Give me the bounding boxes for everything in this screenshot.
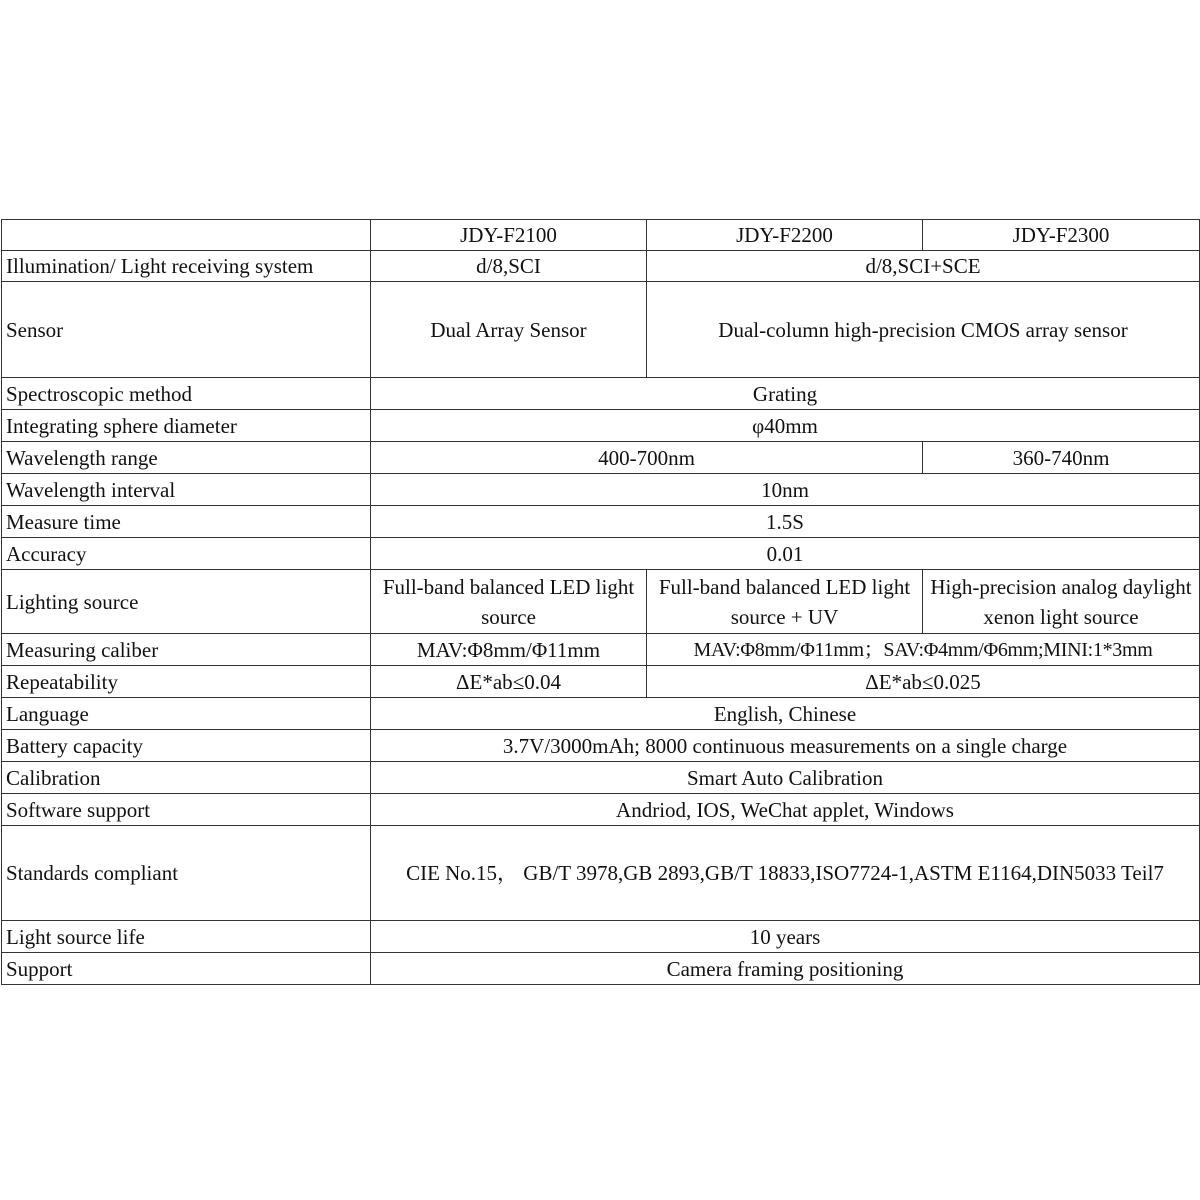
row-label: Language: [2, 698, 371, 730]
table-row: [2, 953, 1200, 985]
row-label: Standards compliant: [2, 826, 371, 921]
row-label: Support: [2, 953, 371, 985]
cell-value: 3.7V/3000mAh; 8000 continuous measurements on a single charge: [371, 730, 1200, 762]
cell-value: ΔE*ab≤0.025: [647, 666, 1200, 698]
row-label: Lighting source: [2, 570, 371, 634]
cell-value: 0.01: [371, 538, 1200, 570]
table-row: [2, 410, 1200, 442]
cell-value: Full-band balanced LED light source: [371, 570, 647, 634]
row-label: Battery capacity: [2, 730, 371, 762]
row-label: Accuracy: [2, 538, 371, 570]
cell-value: ΔE*ab≤0.04: [371, 666, 647, 698]
row-label: Spectroscopic method: [2, 378, 371, 410]
cell-value: Full-band balanced LED light source + UV: [647, 570, 923, 634]
table-row: [2, 634, 1200, 666]
cell-value: Smart Auto Calibration: [371, 762, 1200, 794]
table-row: [2, 666, 1200, 698]
cell-value: Grating: [371, 378, 1200, 410]
table-row: [2, 570, 1200, 634]
row-label: Light source life: [2, 921, 371, 953]
cell-value: MAV:Φ8mm/Φ11mm: [371, 634, 647, 666]
header-row: [2, 220, 1200, 251]
row-label: Illumination/ Light receiving system: [2, 251, 371, 282]
cell-value: 400-700nm: [371, 442, 923, 474]
row-label: Measuring caliber: [2, 634, 371, 666]
table-row: [2, 282, 1200, 378]
table-row: [2, 794, 1200, 826]
model-header-f2300: JDY-F2300: [923, 220, 1200, 251]
cell-value: d/8,SCI+SCE: [647, 251, 1200, 282]
table-row: [2, 538, 1200, 570]
cell-value: φ40mm: [371, 410, 1200, 442]
cell-value: Camera framing positioning: [371, 953, 1200, 985]
model-header-f2100: JDY-F2100: [371, 220, 647, 251]
spec-table: [1, 219, 1200, 985]
row-label: Wavelength range: [2, 442, 371, 474]
table-row: [2, 762, 1200, 794]
row-label: Calibration: [2, 762, 371, 794]
table-row: [2, 730, 1200, 762]
table-row: [2, 698, 1200, 730]
table-row: [2, 442, 1200, 474]
row-label: Wavelength interval: [2, 474, 371, 506]
cell-value: 1.5S: [371, 506, 1200, 538]
cell-value: Dual-column high-precision CMOS array sensor: [647, 282, 1200, 378]
row-label: Repeatability: [2, 666, 371, 698]
cell-value: MAV:Φ8mm/Φ11mm；SAV:Φ4mm/Φ6mm;MINI:1*3mm: [647, 634, 1200, 666]
cell-value: Andriod, IOS, WeChat applet, Windows: [371, 794, 1200, 826]
header-blank-cell: [2, 220, 371, 251]
cell-value: English, Chinese: [371, 698, 1200, 730]
row-label: Integrating sphere diameter: [2, 410, 371, 442]
row-label: Measure time: [2, 506, 371, 538]
model-header-f2200: JDY-F2200: [647, 220, 923, 251]
cell-value: d/8,SCI: [371, 251, 647, 282]
cell-value: 360-740nm: [923, 442, 1200, 474]
cell-value: CIE No.15， GB/T 3978,GB 2893,GB/T 18833,ISO7724-1,ASTM E1164,DIN5033 Teil7: [371, 826, 1200, 921]
table-row: [2, 921, 1200, 953]
cell-value: High-precision analog daylight xenon light source: [923, 570, 1200, 634]
row-label: Software support: [2, 794, 371, 826]
row-label: Sensor: [2, 282, 371, 378]
cell-value: 10 years: [371, 921, 1200, 953]
cell-value: Dual Array Sensor: [371, 282, 647, 378]
table-row: [2, 474, 1200, 506]
table-row: [2, 826, 1200, 921]
table-row: [2, 506, 1200, 538]
cell-value: 10nm: [371, 474, 1200, 506]
table-row: [2, 378, 1200, 410]
table-row: [2, 251, 1200, 282]
